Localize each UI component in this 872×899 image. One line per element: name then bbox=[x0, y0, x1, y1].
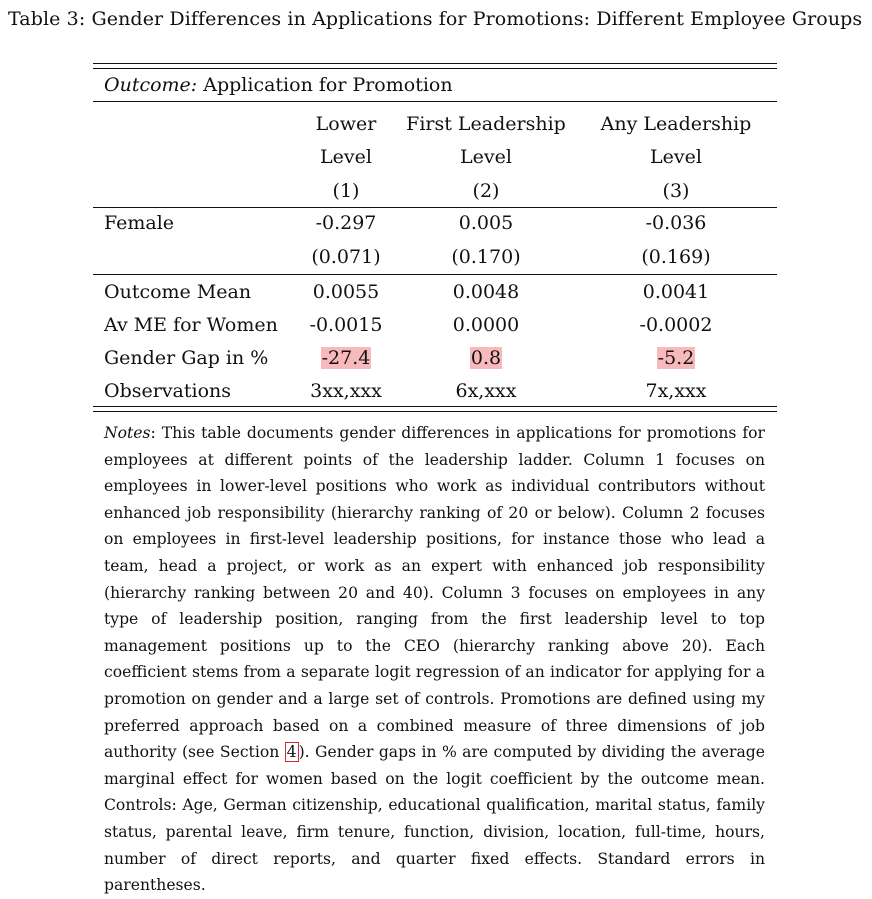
bottom-rule-2 bbox=[93, 411, 777, 412]
col3-number: (3) bbox=[662, 180, 690, 202]
col3-header-line1: Any Leadership bbox=[600, 113, 752, 135]
outcome-text: Application for Promotion bbox=[203, 74, 453, 96]
bottom-rule-1 bbox=[93, 406, 777, 407]
gender-gap-label: Gender Gap in % bbox=[104, 347, 269, 369]
col2-header-line1: First Leadership bbox=[406, 113, 566, 135]
observations-1: 3xx,xxx bbox=[310, 380, 382, 402]
female-se-1: (0.071) bbox=[311, 246, 381, 268]
outcome-rule bbox=[93, 101, 777, 102]
av-me-1: -0.0015 bbox=[309, 314, 383, 336]
col1-header-line2: Level bbox=[320, 146, 372, 168]
female-coef-1: -0.297 bbox=[315, 212, 377, 234]
av-me-label: Av ME for Women bbox=[104, 314, 278, 336]
gender-gap-2: 0.8 bbox=[470, 347, 502, 369]
outcome-mean-label: Outcome Mean bbox=[104, 281, 252, 303]
col3-header-line2: Level bbox=[650, 146, 702, 168]
av-me-2: 0.0000 bbox=[452, 314, 520, 336]
female-coef-3: -0.036 bbox=[645, 212, 707, 234]
table-notes bbox=[104, 420, 765, 899]
col1-number: (1) bbox=[332, 180, 360, 202]
col1-header-line1: Lower bbox=[315, 113, 377, 135]
col2-number: (2) bbox=[472, 180, 500, 202]
outcome-mean-2: 0.0048 bbox=[452, 281, 520, 303]
header-rule bbox=[93, 207, 777, 208]
outcome-mean-1: 0.0055 bbox=[312, 281, 380, 303]
col2-header-line2: Level bbox=[460, 146, 512, 168]
female-se-3: (0.169) bbox=[641, 246, 711, 268]
table-caption: Table 3: Gender Differences in Applications for Promotions: Different Employee Groups bbox=[8, 8, 863, 30]
notes-text-part2: ). Gender gaps in % are computed by dividing the average marginal effect for women based on the logit coefficient by the outcome mean. Controls: Age, German citizenship, educational qualification, marital status, family status, parental leave, firm tenure, function, division, location, full-time, hours, number of direct reports, and quarter fixed effects. Standard errors in parentheses. bbox=[104, 743, 765, 895]
observations-3: 7x,xxx bbox=[645, 380, 707, 402]
female-se-2: (0.170) bbox=[451, 246, 521, 268]
female-coef-2: 0.005 bbox=[458, 212, 514, 234]
section-reference-link[interactable]: 4 bbox=[286, 743, 297, 762]
coef-rule bbox=[93, 274, 777, 275]
notes-lead: Notes bbox=[104, 424, 151, 442]
av-me-3: -0.0002 bbox=[639, 314, 713, 336]
outcome-mean-3: 0.0041 bbox=[642, 281, 710, 303]
observations-2: 6x,xxx bbox=[455, 380, 517, 402]
top-rule-1 bbox=[93, 63, 777, 64]
gender-gap-1: -27.4 bbox=[321, 347, 371, 369]
observations-label: Observations bbox=[104, 380, 232, 402]
gender-gap-3-cell bbox=[576, 346, 776, 370]
notes-text-part1: : This table documents gender differences in applications for promotions for employees at different points of the leadership ladder. Column 1 focuses on employees in lower-level positions who work as individual contributors without enhanced job responsibility (hierarchy ranking of 20 or below). Column 2 focuses on employees in first-level leadership positions, for instance those who lead a team, head a project, or work as an expert with enhanced job responsibility (hierarchy ranking between 20 and 40). Column 3 focuses on employees in any type of leadership position, ranging from the first leadership level to top management positions up to the CEO (hierarchy ranking above 20). Each coefficient stems from a separate logit regression of an indicator for applying for a promotion on gender and a large set of controls. Promotions are defined using my preferred approach based on a combined measure of three dimensions of job authority (see Section bbox=[104, 424, 765, 762]
gender-gap-1-cell bbox=[286, 346, 406, 370]
outcome-italic-label: Outcome: bbox=[104, 74, 198, 96]
gender-gap-2-cell bbox=[406, 346, 566, 370]
female-label: Female bbox=[104, 212, 175, 234]
outcome-line bbox=[104, 73, 453, 97]
top-rule-2 bbox=[93, 68, 777, 69]
gender-gap-3: -5.2 bbox=[657, 347, 695, 369]
